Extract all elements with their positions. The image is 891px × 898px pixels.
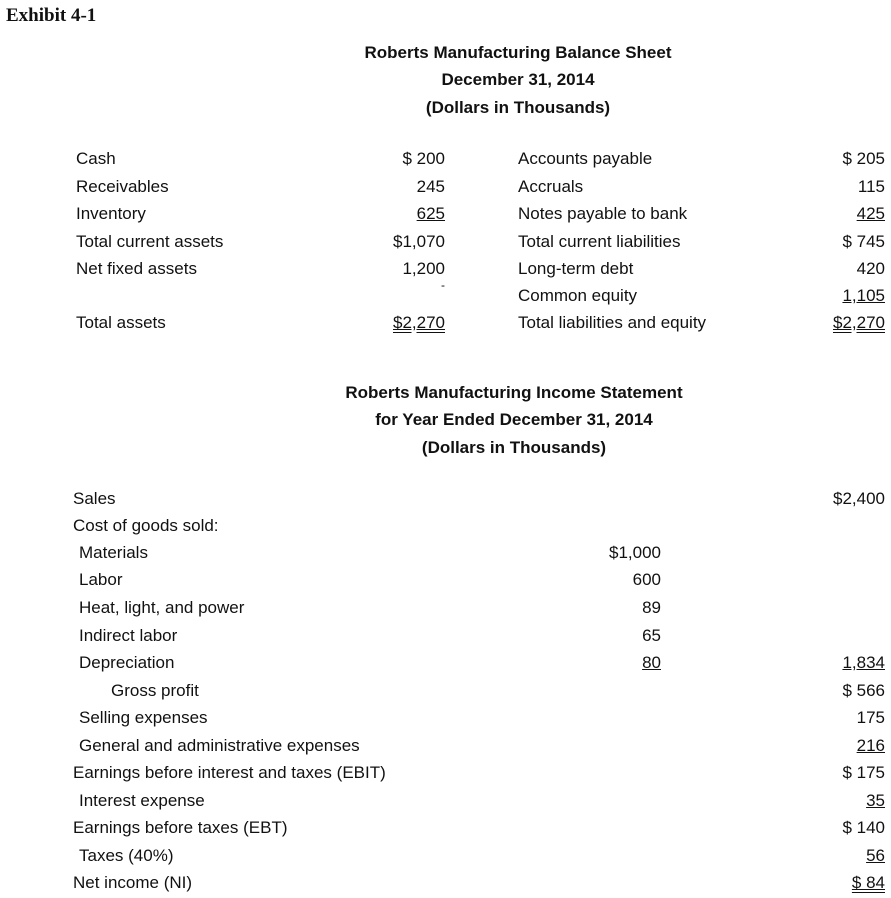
- asset-value: 1,200: [402, 259, 445, 278]
- income-row-total: $ 566: [842, 681, 885, 700]
- liability-label: Notes payable to bank: [518, 204, 688, 223]
- income-row-label: Sales: [73, 489, 116, 508]
- liability-label: Long-term debt: [518, 259, 634, 278]
- liability-label: Total current liabilities: [518, 232, 681, 251]
- income-row-label: Selling expenses: [79, 708, 208, 727]
- income-row-label: Interest expense: [79, 791, 205, 810]
- income-title-line-2: for Year Ended December 31, 2014: [375, 410, 653, 429]
- income-row-detail: 80: [642, 653, 661, 672]
- asset-label: Inventory: [76, 204, 146, 223]
- income-row-total: 175: [856, 708, 885, 727]
- liability-value: 115: [857, 177, 885, 196]
- income-row-label: Materials: [79, 543, 148, 562]
- asset-label: Total current assets: [76, 232, 224, 251]
- income-row-label: Earnings before taxes (EBT): [73, 818, 288, 837]
- income-row-total: 1,834: [842, 653, 885, 672]
- income-row-label: Depreciation: [79, 653, 175, 672]
- asset-value: 245: [416, 177, 445, 196]
- asset-label: Receivables: [76, 177, 169, 196]
- income-row-label: Heat, light, and power: [79, 598, 245, 617]
- income-row-label: Gross profit: [111, 681, 199, 700]
- asset-value: $2,270: [393, 313, 445, 332]
- income-row-label: Labor: [79, 570, 123, 589]
- income-title-line-3: (Dollars in Thousands): [421, 438, 607, 457]
- asset-label: Net fixed assets: [76, 259, 197, 278]
- liability-value: 1,105: [842, 286, 885, 305]
- asset-value: 625: [416, 204, 445, 223]
- income-row-label: Net income (NI): [73, 873, 193, 892]
- liability-value: $ 205: [842, 149, 885, 168]
- liability-label: Total liabilities and equity: [518, 313, 707, 332]
- income-row-total: 56: [866, 846, 885, 865]
- income-row-label: Taxes (40%): [79, 846, 174, 865]
- liability-value: 425: [856, 204, 885, 223]
- income-row-detail: $1,000: [609, 543, 661, 562]
- liability-label: Common equity: [518, 286, 638, 305]
- asset-label: Total assets: [76, 313, 166, 332]
- asset-value: $ 200: [402, 149, 445, 168]
- liability-label: Accruals: [518, 177, 584, 196]
- exhibit-label: Exhibit 4-1: [6, 5, 97, 26]
- balance-sheet-title-line-3: (Dollars in Thousands): [425, 98, 611, 117]
- liability-label: Accounts payable: [518, 149, 653, 168]
- income-row-total: $2,400: [833, 489, 885, 508]
- income-row-detail: 600: [632, 570, 661, 589]
- income-row-label: General and administrative expenses: [79, 736, 360, 755]
- income-row-total: 35: [866, 791, 885, 810]
- asset-value: $1,070: [393, 232, 445, 251]
- liability-value: $ 745: [842, 232, 885, 251]
- balance-sheet-title-line-2: December 31, 2014: [441, 70, 595, 89]
- income-row-total: $ 175: [842, 763, 885, 782]
- liability-value: 420: [856, 259, 885, 278]
- income-row-total: $ 84: [851, 873, 885, 892]
- income-row-total: 216: [856, 736, 885, 755]
- income-row-detail: 89: [642, 598, 661, 617]
- income-row-total: $ 140: [842, 818, 885, 837]
- balance-sheet-title-line-1: Roberts Manufacturing Balance Sheet: [364, 43, 672, 62]
- income-row-label: Indirect labor: [79, 626, 178, 645]
- stray-mark: -: [441, 278, 445, 292]
- income-title-line-1: Roberts Manufacturing Income Statement: [345, 383, 683, 402]
- income-row-label: Cost of goods sold:: [73, 516, 219, 535]
- liability-value: $2,270: [833, 313, 885, 332]
- income-row-label: Earnings before interest and taxes (EBIT): [73, 763, 386, 782]
- income-row-detail: 65: [642, 626, 661, 645]
- asset-label: Cash: [76, 149, 116, 168]
